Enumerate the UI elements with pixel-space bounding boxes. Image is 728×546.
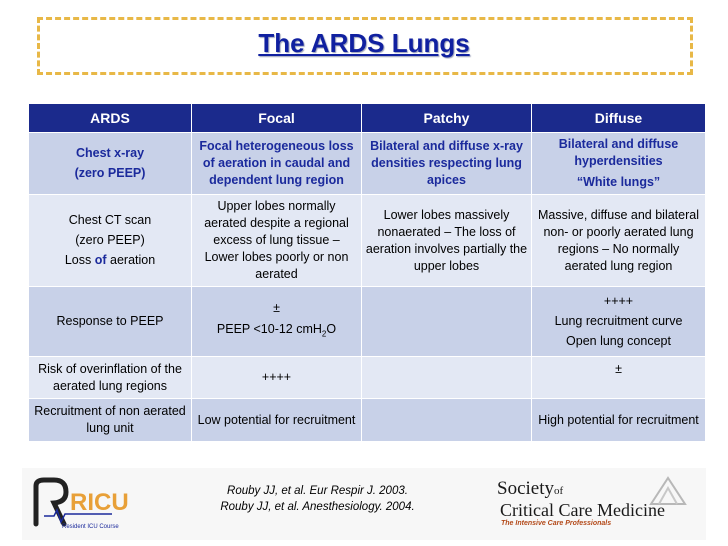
row-label-chest-xray <box>29 133 192 195</box>
chest-ct-label-aeration: aeration <box>110 253 156 267</box>
chest-ct-label-line2: (zero PEEP) <box>75 233 145 247</box>
sccm-logo-of: of <box>554 485 564 497</box>
row-label-response-to-peep: Response to PEEP <box>29 287 192 357</box>
table-row-response-to-peep <box>29 287 706 357</box>
column-header-ards: ARDS <box>29 104 192 133</box>
cell-risk-patchy <box>362 357 532 399</box>
chest-ct-label-line3 <box>32 252 188 269</box>
cell-recruit-focal: Low potential for recruitment <box>192 399 362 442</box>
column-header-diffuse: Diffuse <box>532 104 706 133</box>
cell-ct-patchy: Lower lobes massively nonaerated – The loss of aeration involves partially the upper lobes <box>362 195 532 287</box>
ricu-logo-text: RICU <box>70 489 129 516</box>
cell-risk-diffuse: ± <box>532 357 706 399</box>
chest-xray-label-line1: Chest x-ray <box>75 146 145 160</box>
sccm-triangle-icon <box>647 476 689 506</box>
chest-xray-label-line2: (zero PEEP) <box>74 166 146 180</box>
peep-diffuse-line1: ++++ <box>603 294 634 308</box>
chest-ct-label-line1: Chest CT scan <box>68 213 152 227</box>
sccm-logo-line2: Critical Care Medicine <box>500 500 665 520</box>
row-label-recruitment: Recruitment of non aerated lung unit <box>29 399 192 442</box>
ricu-logo <box>30 474 140 532</box>
peep-focal-text-end: O <box>326 322 337 337</box>
peep-focal-line2 <box>195 321 358 343</box>
table-row-chest-xray <box>29 133 706 195</box>
sccm-logo-society: Society <box>497 478 554 499</box>
reference-2: Rouby JJ, et al. Anesthesiology. 2004. <box>220 501 415 513</box>
xray-diffuse-line2: “White lungs” <box>576 175 661 189</box>
peep-diffuse-line3: Open lung concept <box>566 334 671 348</box>
cell-ct-focal: Upper lobes normally aerated despite a regional excess of lung tissue – Lower lobes poorly or non aerated <box>192 195 362 287</box>
cell-peep-patchy <box>362 287 532 357</box>
ards-comparison-table <box>28 103 706 442</box>
slide-title: The ARDS Lungs <box>258 28 470 58</box>
cell-recruit-patchy <box>362 399 532 442</box>
ricu-logo-graphic <box>30 474 140 532</box>
cell-ct-diffuse: Massive, diffuse and bilateral non- or poorly aerated lung regions – No normally aerated lung region <box>532 195 706 287</box>
peep-focal-text: PEEP <10-12 cmH <box>216 322 322 337</box>
row-label-risk-overinflation: Risk of overinflation of the aerated lung regions <box>29 357 192 399</box>
chest-ct-label-loss: Loss <box>64 253 92 267</box>
cell-risk-focal: ++++ <box>192 357 362 399</box>
cell-xray-diffuse <box>532 133 706 195</box>
peep-focal-line1: ± <box>273 301 280 316</box>
row-label-chest-ct <box>29 195 192 287</box>
sccm-logo-line1 <box>497 478 563 500</box>
cell-peep-diffuse <box>532 287 706 357</box>
column-header-patchy: Patchy <box>362 104 532 133</box>
xray-diffuse-line1: Bilateral and diffuse hyperdensities <box>558 137 679 168</box>
sccm-logo <box>497 474 697 534</box>
table-row-risk-overinflation <box>29 357 706 399</box>
cell-xray-focal: Focal heterogeneous loss of aeration in caudal and dependent lung region <box>192 133 362 195</box>
table-row-chest-ct <box>29 195 706 287</box>
peep-diffuse-line2: Lung recruitment curve <box>554 314 683 328</box>
chest-ct-label-of: of <box>94 253 107 267</box>
column-header-focal: Focal <box>192 104 362 133</box>
references <box>200 483 435 515</box>
cell-recruit-diffuse: High potential for recruitment <box>532 399 706 442</box>
cell-peep-focal <box>192 287 362 357</box>
peep-focal-subscript: 2 <box>321 329 327 339</box>
reference-1: Rouby JJ, et al. Eur Respir J. 2003. <box>227 485 408 497</box>
ricu-logo-subtext: Resident ICU Course <box>62 524 119 530</box>
table-header-row <box>29 104 706 133</box>
cell-xray-patchy: Bilateral and diffuse x-ray densities respecting lung apices <box>362 133 532 195</box>
table-row-recruitment <box>29 399 706 442</box>
sccm-logo-tagline: The Intensive Care Professionals <box>501 520 612 527</box>
